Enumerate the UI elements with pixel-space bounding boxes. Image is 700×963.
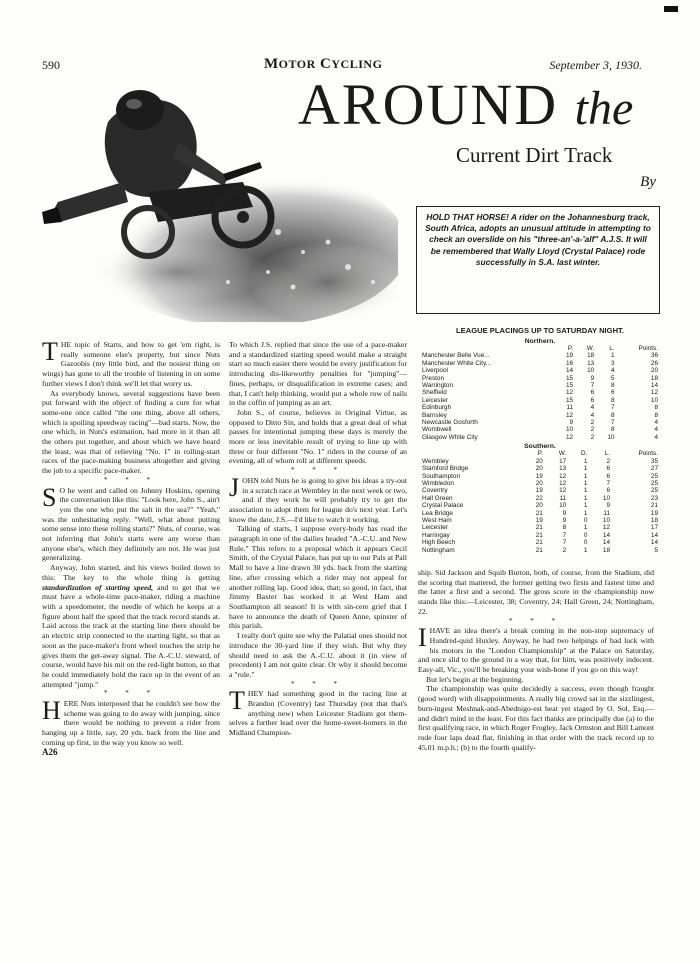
team-name: West Ham — [422, 516, 452, 524]
stat-l: 18 — [602, 546, 611, 554]
stat-l: 12 — [602, 524, 611, 532]
paragraph: Anyway, John started, and his views boiled down to this: The key to the whole thing is getting standardization of starting speed, and to get that we must have a whole-time pace-maker, riding a machine with a speedometer, the needle of which he keeps at a figure about half the speed that the track record stands at. Laid across the track at the starting line there should be an electric strip connected to the starting light, so that as soon as the pace-maker's front wheel touches the strip he gives them the get-away signal. The A.-C.U. steward, of course, would have his mit on the red-light button, so that he could immediately hold the race up in the event of an attempted "jump." — [42, 563, 220, 689]
stat-d: 1 — [583, 524, 588, 532]
table-row — [420, 473, 660, 480]
column-1 — [42, 337, 220, 757]
table-row — [420, 480, 660, 487]
stat-p: 21 — [535, 539, 543, 547]
southern-table — [420, 450, 660, 554]
team-name: Warrington — [422, 382, 454, 390]
stat-l: 6 — [606, 472, 611, 480]
stat-l: 8 — [611, 426, 615, 434]
table-row — [420, 389, 660, 396]
stat-w: 7 — [590, 382, 595, 390]
stat-pts: 27 — [650, 465, 658, 473]
team-name: Newcastle Gosforth — [422, 419, 478, 427]
stat-d: 1 — [583, 509, 588, 517]
stat-w: 7 — [562, 539, 567, 547]
stat-d: 0 — [583, 531, 588, 539]
stat-l: 8 — [611, 411, 615, 419]
table-row — [420, 382, 660, 389]
paragraph: S O he went and called on Johnny Hoskins, opening the conversation like this: "Look here, John S., ain't you the one who put the salt in the sea?" "Yeah," was the unhesitating reply. "Well, what about putting some sense into these rolling starts?" Nuts, of course, was not inferring that John's starts were any worse than anyone else's, which they definitely are not. He was just generalizing. — [42, 482, 220, 563]
stat-pts: 17 — [650, 524, 658, 532]
section-separator: * * * — [104, 475, 158, 484]
stat-w: 13 — [587, 359, 595, 367]
table-row — [420, 532, 660, 539]
team-name: Preston — [422, 374, 445, 382]
league-table — [420, 326, 660, 554]
byline: By — [640, 174, 656, 190]
team-name: Stamford Bridge — [422, 465, 469, 473]
stat-d: 0 — [583, 516, 588, 524]
northern-heading: Northern. — [524, 338, 556, 345]
team-name: Nottingham — [422, 546, 455, 554]
stat-d: 1 — [583, 472, 588, 480]
stat-w: 11 — [559, 494, 567, 502]
team-name: Leicester — [422, 524, 448, 532]
stat-l: 10 — [607, 433, 615, 441]
section-separator: * * * — [104, 689, 158, 698]
stat-pts: 18 — [650, 374, 658, 382]
stat-p: 19 — [565, 352, 574, 360]
stat-w: 6 — [590, 389, 595, 397]
table-row — [420, 397, 660, 404]
stat-w: 8 — [562, 524, 567, 532]
stat-d: 1 — [583, 502, 588, 510]
stat-p: 20 — [535, 465, 543, 473]
stat-l: 4 — [611, 367, 615, 375]
stat-pts: 18 — [650, 516, 658, 524]
team-name: Wembley — [422, 457, 449, 465]
stat-l: 6 — [611, 389, 615, 397]
paragraph: To which J.S. replied that since the use of a pace-maker and a standardized starting speed would make a straight start so much easier there would be every justification for introducing dis-likeworthy penalties for "jumping"—fines, perhaps, or disqualification in extreme cases; and that, I can't help thinking, would put a whole row of nails in the coffin of jumping as an art. — [229, 340, 407, 408]
stat-p: 16 — [565, 359, 574, 367]
stat-d: 1 — [583, 546, 588, 554]
drop-cap: T — [229, 686, 245, 716]
masthead: MOTOR CYCLING — [264, 56, 383, 72]
stat-p: 15 — [565, 396, 574, 404]
stat-pts: 35 — [650, 457, 658, 465]
stat-p: 20 — [535, 479, 543, 487]
stat-p: 9 — [569, 419, 574, 427]
paragraph: The championship was quite decidedly a success, even though fraught (good word) with disappointments. A really big crowd sat in the sizzlingest, burn-ingest Meshnak-and-Abednigo-est heat yet staged by O. Sol, Esq.—and didn't mind in the least. For this fact thanks are principally due (a) to the first qualifying race, in which Roger Frogley, Jack Ormston and Bill Lamont rode four laps dead flat, finishing in that order with the track record up to 45.01 m.p.h.; (b) to the fourth qualify- — [418, 684, 654, 752]
stat-w: 12 — [559, 472, 567, 480]
team-name: Manchester Belle Vue... — [422, 352, 490, 360]
stat-p: 19 — [535, 516, 543, 524]
table-row — [420, 367, 660, 374]
stat-l: 10 — [602, 516, 611, 524]
issue-date: September 3, 1930. — [549, 58, 642, 72]
stat-pts: 36 — [650, 352, 658, 360]
stat-w: 12 — [559, 487, 567, 495]
stat-l: 8 — [611, 396, 615, 404]
table-row — [420, 495, 660, 502]
table-row — [420, 524, 660, 531]
table-row — [420, 375, 660, 382]
stat-pts: 26 — [650, 359, 658, 367]
table-row — [420, 360, 660, 367]
drop-cap: J — [229, 472, 240, 502]
section-separator: * * * — [291, 466, 345, 475]
stat-p: 19 — [535, 472, 543, 480]
team-name: Edinburgh — [422, 404, 452, 412]
stat-l: 6 — [606, 465, 611, 473]
stat-l: 7 — [611, 419, 615, 427]
team-name: High Beech — [422, 539, 456, 547]
stat-w: 9 — [590, 374, 595, 382]
stat-w: 6 — [590, 396, 595, 404]
drop-cap: I — [418, 623, 427, 653]
stat-p: 21 — [535, 531, 543, 539]
stat-pts: 21 — [650, 502, 658, 510]
stat-pts: 25 — [650, 487, 658, 495]
stat-pts: 10 — [650, 396, 658, 404]
stat-d: 1 — [583, 494, 588, 502]
article-title: AROUND the — [298, 72, 634, 137]
table-row — [420, 352, 660, 359]
article-subtitle: Current Dirt Track — [456, 143, 613, 167]
stat-pts: 8 — [654, 404, 658, 412]
team-name: Southampton — [422, 472, 461, 480]
stat-l: 2 — [606, 457, 611, 465]
stat-w: 2 — [562, 546, 567, 554]
table-row — [420, 487, 660, 494]
column-3 — [418, 568, 654, 752]
team-name: Coventry — [422, 487, 448, 495]
section-separator: * * * — [291, 679, 345, 688]
column-2 — [229, 340, 407, 738]
stat-pts: 14 — [650, 531, 658, 539]
northern-table — [420, 345, 660, 441]
team-name: Harringay — [422, 531, 450, 539]
table-header-row: P. W. D. L. Points. — [537, 450, 658, 458]
page-code: A26 — [42, 746, 58, 757]
team-name: Sheffield — [422, 389, 447, 397]
table-row — [420, 465, 660, 472]
stat-w: 7 — [562, 531, 567, 539]
stat-l: 6 — [606, 487, 611, 495]
table-row — [420, 510, 660, 517]
scan-mark — [664, 6, 678, 12]
stat-w: 2 — [590, 426, 595, 434]
table-row — [420, 404, 660, 411]
paragraph: THE topic of Starts, and how to get 'em right, is really someone else's property, but since Nuts Gazoobis (my little bird, and the nosiest thing on wings) has gone to all the trouble of listening in on some further views I don't think we'll let that worry us. — [42, 337, 220, 388]
paragraph: JOHN told Nuts he is going to give his ideas a try-out in a scratch race at Wembley in the next week or two, and if they work he will probably try to get the association to adopt them for league do's next year. Let's know the date, J.S.—I'd like to watch it working. — [229, 472, 407, 524]
table-row — [420, 539, 660, 546]
stat-d: 1 — [583, 487, 588, 495]
table-row — [420, 412, 660, 419]
stat-p: 21 — [535, 509, 543, 517]
team-name: Leicester — [422, 396, 448, 404]
team-name: Hall Green — [422, 494, 453, 502]
stat-l: 7 — [611, 404, 615, 412]
stat-w: 4 — [590, 404, 595, 412]
paragraph: I really don't quite see why the Palatial ones should not introduce the 30-yard line if they wish. But why they should need to ask the A.-C.U. about it (in view of precedent) I am not quite clear. Or why it should become a "rule." — [229, 631, 407, 679]
section-separator: * * * — [509, 616, 563, 625]
stat-w: 2 — [590, 433, 595, 441]
stat-w: 13 — [559, 465, 567, 473]
paragraph: IHAVE an idea there's a break coming in the non-stop supremacy of Hundred-quid Huxley. Anyway, he had two helpings of bad luck with his motors in the "London Championship" at the Palace on Saturday, and once slid to the ground in a way that, for him, was positively indecent. Easy-all, Vic., you'll be breaking your wish-bone if you go on this way! — [418, 623, 654, 675]
stat-w: 9 — [562, 509, 567, 517]
drop-cap: S — [42, 482, 57, 512]
team-name: Liverpool — [422, 367, 448, 375]
stat-pts: 14 — [650, 539, 658, 547]
emphasis: standardization of starting speed, — [42, 582, 154, 592]
team-name: Glasgow White City — [422, 433, 478, 441]
stat-pts: 20 — [650, 367, 658, 375]
stat-d: 1 — [583, 479, 588, 487]
stat-pts: 25 — [650, 479, 658, 487]
page-number: 590 — [42, 58, 60, 72]
stat-p: 15 — [565, 374, 574, 382]
team-name: Barnsley — [422, 411, 447, 419]
stat-p: 14 — [565, 367, 574, 375]
table-header-row: P. W. L. Points. — [567, 345, 658, 352]
stat-pts: 8 — [654, 411, 658, 419]
photo-caption: HOLD THAT HORSE! A rider on the Johannesburg track, South Africa, adopts an unusual attitude in attempting to check an overslide on his "three-an'-a-'alf" A.J.S. It will be remembered that Wally Lloyd (Crystal Palace) rode successfully in S.A. last winter. — [416, 206, 660, 314]
stat-l: 10 — [602, 494, 611, 502]
stat-w: 2 — [590, 419, 595, 427]
stat-p: 20 — [535, 457, 543, 465]
stat-p: 12 — [565, 389, 574, 397]
stat-p: 22 — [535, 494, 543, 502]
paragraph: ship. Sid Jackson and Squib Burton, both, of course, from the Stadium, did the scoring that mattered, the former getting two firsts and fastest time and the latter a first and a second. The gross score in the championship now stands like this:—Leicester, 38; Coventry, 24; Hall Green, 24; Nottingham, 22. — [418, 568, 654, 616]
stat-pts: 14 — [650, 382, 658, 390]
table-row — [420, 547, 660, 554]
paragraph: But let's begin at the beginning. — [426, 674, 524, 684]
stat-pts: 12 — [650, 389, 658, 397]
league-title: LEAGUE PLACINGS UP TO SATURDAY NIGHT. — [456, 326, 624, 335]
paragraph: HERE Nuts interposed that he couldn't see how the scheme was going to do away with jumping, since there would be nothing to prevent a rider from hanging up a little, say, 20 yds. back from the line and coming up first, in the way you know so well. — [42, 696, 220, 747]
stat-l: 3 — [611, 359, 615, 367]
table-row — [420, 434, 660, 441]
southern-heading: Southern. — [524, 443, 556, 451]
stat-p: 12 — [565, 433, 574, 441]
stat-pts: 23 — [650, 494, 658, 502]
stat-l: 14 — [602, 531, 611, 539]
stat-w: 12 — [559, 479, 567, 487]
stat-p: 12 — [565, 411, 574, 419]
stat-w: 9 — [562, 516, 567, 524]
stat-p: 19 — [535, 487, 543, 495]
stat-d: 1 — [583, 457, 588, 465]
stat-pts: 4 — [654, 419, 658, 427]
title-the: the — [574, 82, 634, 135]
stat-p: 15 — [565, 382, 574, 390]
team-name: Crystal Palace — [422, 502, 464, 510]
stat-d: 1 — [583, 465, 588, 473]
team-name: Manchester White City... — [422, 359, 492, 367]
drop-cap: T — [42, 337, 58, 366]
paragraph: John S., of course, believes in Original Virtue, as opposed to Ditto Sin, and holds that a great deal of what passes for intentional jumping these days is merely the more or less inevitable result of trying to line up with three or four different "No. 1" riders in the course of an evening, all of whom roll at different speeds. — [229, 407, 407, 466]
stat-p: 11 — [566, 404, 574, 412]
stat-p: 20 — [535, 502, 543, 510]
table-row — [420, 502, 660, 509]
team-name: Wombwell — [422, 426, 452, 434]
stat-w: 18 — [587, 352, 595, 360]
stat-pts: 4 — [654, 426, 658, 434]
stat-pts: 4 — [654, 433, 658, 441]
drop-cap: H — [42, 696, 61, 726]
stat-pts: 25 — [650, 472, 658, 480]
stat-l: 5 — [611, 374, 615, 382]
table-row — [420, 426, 660, 433]
paragraph: THEY had something good in the racing line at Brandon (Coventry) last Thursday (not that that's anything new) when Leicester Stadium got them-selves a further lead over the home-sweet-homers in the Midland Champion- — [229, 686, 407, 738]
stat-pts: 19 — [650, 509, 658, 517]
stat-p: 21 — [535, 524, 543, 532]
table-row — [420, 458, 660, 465]
stat-pts: 5 — [654, 546, 658, 554]
stat-l: 8 — [611, 382, 615, 390]
stat-l: 9 — [606, 502, 611, 510]
stat-w: 10 — [587, 367, 595, 375]
stat-w: 10 — [559, 502, 567, 510]
team-name: Lea Bridge — [422, 509, 453, 517]
stat-l: 7 — [606, 479, 611, 487]
table-row — [420, 419, 660, 426]
stat-p: 10 — [565, 426, 574, 434]
stat-l: 1 — [611, 352, 615, 360]
stat-w: 17 — [559, 457, 567, 465]
stat-l: 14 — [602, 539, 611, 547]
stat-p: 21 — [535, 546, 543, 554]
paragraph: Talking of starts, I suppose every-body has read the paragraph in one of the dailies headed "A.-C.U. and New Rule." This refers to a proposal which it appears Cecil Smith, of the Crystal Palace, has put up to our Pals at Pall Mall to have a line drawn 30 yds. back from the starting line, after crossing which a rider may not appeal for another rolling lap. Good idea, that; so good, in fact, that Jimmy Baxter has worked it at West Ham and Southampton all season! It is with sin-cere grief that I have to announce the death of Queen Anne, spinster of this parish. — [229, 524, 407, 631]
paragraph: As everybody knows, several suggestions have been put forward with the object of finding a cure for what some-one once called "the one thing, above all others, which is spoiling speedway racing"—bad starts. Now, the one which, in Nuts's estimation, had more in it than all the others put together, and about which we have heard the least, was that of relieving "No. 1" in rolling-start races of the pace-making business altogether and giving the job to a specific pace-maker. — [42, 388, 220, 476]
table-row — [420, 517, 660, 524]
stat-d: 0 — [583, 539, 588, 547]
stat-w: 4 — [590, 411, 595, 419]
team-name: Wimbledon — [422, 479, 454, 487]
stat-l: 11 — [603, 509, 611, 517]
